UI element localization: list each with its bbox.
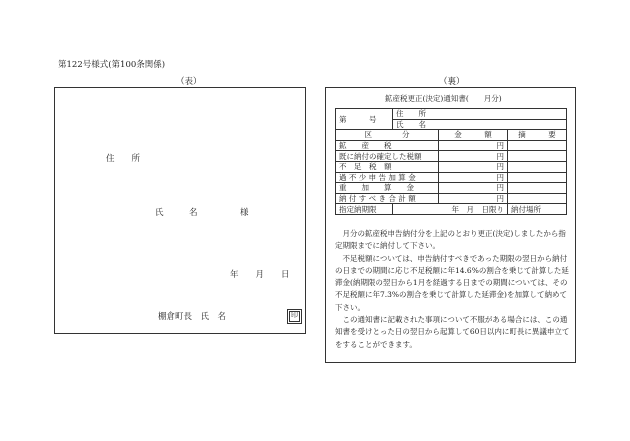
notice-paragraph: この通知書に記載された事項について不服がある場合には、この通知書を受けとった日の翌日から起算して60日以内に町長に異議申立てをすることができます。 [335, 315, 570, 349]
notice-title: 鉱産税更正(決定)通知書( 月分) [385, 94, 502, 103]
row-label: 鉱 産 税 [336, 140, 439, 151]
front-address-label: 住 所 [106, 154, 141, 164]
col-amount-header: 金 額 [439, 130, 508, 141]
payment-place-label: 納付場所 [508, 204, 567, 215]
row-remarks [508, 193, 567, 204]
table-row [336, 193, 567, 204]
front-side-label: （表） [176, 77, 202, 87]
row-label: 既に納付の確定した税額 [336, 151, 439, 162]
notice-paragraphs [335, 228, 570, 351]
front-date-label: 年 月 日 [230, 270, 290, 280]
row-label: 納 付 す べ き 合 計 額 [336, 193, 439, 204]
row-remarks [508, 151, 567, 162]
table-row [336, 140, 567, 151]
row-unit: 円 [439, 161, 508, 172]
row-unit: 円 [439, 193, 508, 204]
table-row [336, 161, 567, 172]
front-name-label: 氏 名 様 [155, 208, 249, 218]
row-unit: 円 [439, 151, 508, 162]
address-cell: 住 所 [393, 109, 567, 120]
row-unit: 円 [439, 140, 508, 151]
notice-paragraph: 月分の鉱産税申告納付分を上記のとおり更正(決定)しましたから指定期限までに納付して下さい。 [335, 229, 566, 251]
row-remarks [508, 140, 567, 151]
table-header-row [336, 130, 567, 141]
issuer-label: 棚倉町長 氏 名 [158, 312, 227, 322]
notice-paragraph: 不足税額については、申告納付すべきであった期限の翌日から納付の日までの期間に応じ不足税額に年14.6%の割合を乗じて計算した延滞金(納期限の翌日から1月を経過する日までの期間については、その不足税額に年7.3%の割合を乗じて計算した延滞金)を加算して納めて下さい。 [335, 253, 569, 312]
col-remarks-header: 摘 要 [508, 130, 567, 141]
row-remarks [508, 183, 567, 194]
deadline-label: 指定納期限 [336, 204, 393, 215]
back-side-label: （裏） [439, 77, 465, 87]
row-label: 重 加 算 金 [336, 183, 439, 194]
row-label: 過 不 少 申 告 加 算 金 [336, 172, 439, 183]
number-cell: 第 号 [336, 109, 393, 130]
table-row [336, 183, 567, 194]
table-row [336, 172, 567, 183]
table-row [336, 204, 567, 215]
row-unit: 円 [439, 172, 508, 183]
row-remarks [508, 161, 567, 172]
seal-text: 印 [291, 311, 298, 319]
table-row [336, 151, 567, 162]
col-category-header: 区 分 [336, 130, 439, 141]
row-remarks [508, 172, 567, 183]
row-unit: 円 [439, 183, 508, 194]
form-number: 第122号様式(第100条関係) [58, 60, 166, 70]
table-row [336, 109, 567, 120]
seal-stamp [287, 309, 302, 324]
deadline-value: 年 月 日限り [393, 204, 508, 215]
name-cell: 氏 名 [393, 119, 567, 130]
tax-table [335, 108, 567, 215]
row-label: 不 足 税 額 [336, 161, 439, 172]
